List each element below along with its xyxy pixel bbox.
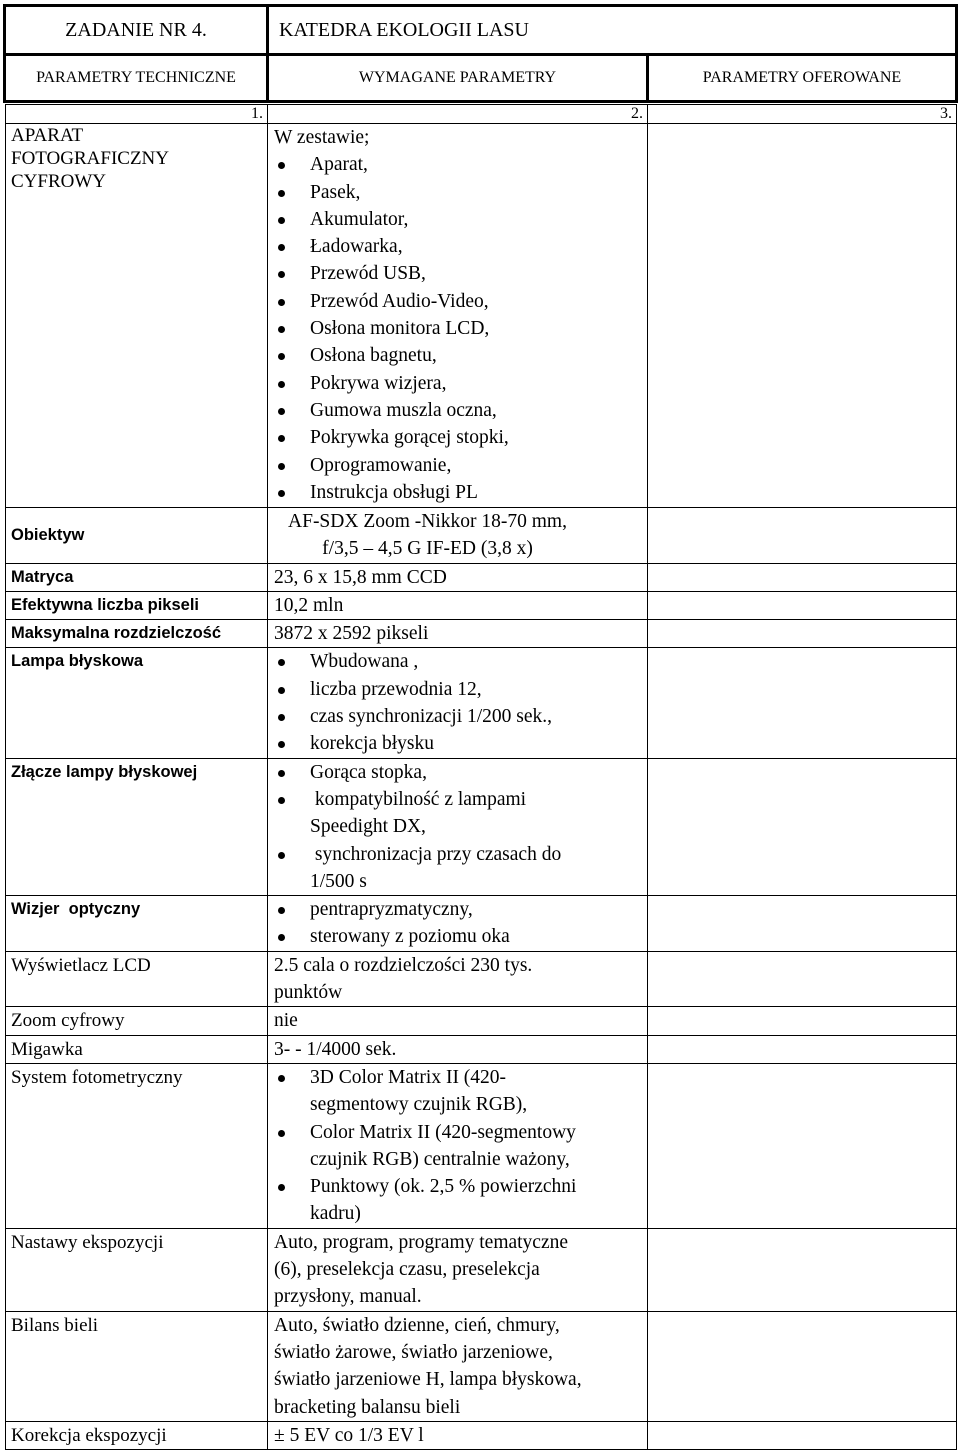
value-line: światło żarowe, światło jarzeniowe, <box>274 1341 553 1363</box>
list-item: Osłona bagnetu, <box>274 342 647 369</box>
table-row-lampa <box>6 648 957 758</box>
row-value: 3- - 1/4000 sek. <box>268 1035 648 1063</box>
value-line: AF-SDX Zoom -Nikkor 18-70 mm, <box>288 511 567 532</box>
row-value <box>268 1063 648 1228</box>
row-label: Lampa błyskowa <box>6 648 268 758</box>
list-item: Przewód USB, <box>274 260 647 287</box>
set-list <box>274 151 647 506</box>
task-number-text: ZADANIE NR 4. <box>65 18 207 41</box>
value-line: bracketing balansu bieli <box>274 1396 461 1418</box>
table-row-lcd <box>6 951 957 1007</box>
row-label: Wyświetlacz LCD <box>6 951 268 1007</box>
row-label: Nastawy ekspozycji <box>6 1228 268 1311</box>
row-label: Migawka <box>6 1035 268 1063</box>
offered-cell <box>648 1007 957 1035</box>
value-line: światło jarzeniowe H, lampa błyskowa, <box>274 1369 582 1391</box>
offered-cell <box>648 1063 957 1228</box>
value-line: punktów <box>274 982 343 1004</box>
device-label-line: APARAT <box>11 125 84 146</box>
list-item: Pokrywka gorącej stopki, <box>274 424 647 451</box>
table-row-wizjer <box>6 896 957 952</box>
value-line: 2.5 cala o rozdzielczości 230 tys. <box>274 954 533 976</box>
value-continuation: Speedight DX, <box>310 816 426 838</box>
offered-cell <box>648 758 957 895</box>
list-item: Gorąca stopka, <box>274 759 647 786</box>
row-value <box>268 508 648 564</box>
row-value <box>268 951 648 1007</box>
offered-cell <box>648 591 957 619</box>
row-value <box>268 1228 648 1311</box>
list-item: kompatybilność z lampami <box>274 786 647 813</box>
table-row-korekcja <box>6 1421 957 1449</box>
device-label-line: CYFROWY <box>11 171 107 192</box>
list-item: Wbudowana , <box>274 648 647 675</box>
value-continuation: 1/500 s <box>310 870 367 892</box>
row-value: 10,2 mln <box>268 591 648 619</box>
list-item: Color Matrix II (420-segmentowy <box>274 1119 647 1146</box>
offered-cell <box>648 1311 957 1421</box>
table-row-piksele <box>6 591 957 619</box>
row-label: Złącze lampy błyskowej <box>6 758 268 895</box>
device-set-value <box>268 124 648 508</box>
col-number-3: 3. <box>648 105 957 124</box>
row-label: Matryca <box>6 563 268 591</box>
device-label <box>6 124 268 508</box>
list-item: sterowany z poziomu oka <box>274 923 647 950</box>
col-number-2: 2. <box>268 105 648 124</box>
row-label: Efektywna liczba pikseli <box>6 591 268 619</box>
row-label: Korekcja ekspozycji <box>6 1421 268 1449</box>
offered-cell <box>648 1421 957 1449</box>
list-item: 3D Color Matrix II (420- <box>274 1064 647 1091</box>
row-value <box>268 648 648 758</box>
table-row-nastawy <box>6 1228 957 1311</box>
list-item: Pokrywa wizjera, <box>274 370 647 397</box>
col-header-technical-text: PARAMETRY TECHNICZNE <box>36 69 236 86</box>
value-continuation: czujnik RGB) centralnie ważony, <box>310 1148 570 1170</box>
table-row-bilans <box>6 1311 957 1421</box>
table-row-migawka <box>6 1035 957 1063</box>
row-value <box>268 1311 648 1421</box>
col-header-offered <box>646 53 958 103</box>
list-item: Instrukcja obsługi PL <box>274 479 647 506</box>
col-header-offered-text: PARAMETRY OFEROWANE <box>702 69 902 86</box>
table-row-device <box>6 124 957 508</box>
set-title: W zestawie; <box>274 127 370 148</box>
row-label: Zoom cyfrowy <box>6 1007 268 1035</box>
column-number-row <box>6 105 957 124</box>
offered-cell <box>648 124 957 508</box>
col-header-technical <box>3 53 269 103</box>
table-row-zlacze <box>6 758 957 895</box>
row-value: 3872 x 2592 pikseli <box>268 620 648 648</box>
row-value <box>268 896 648 952</box>
value-line: Auto, światło dzienne, cień, chmury, <box>274 1314 560 1336</box>
list-item: czas synchronizacji 1/200 sek., <box>274 703 647 730</box>
offered-cell <box>648 951 957 1007</box>
list-item: Gumowa muszla oczna, <box>274 397 647 424</box>
value-line: Auto, program, programy tematyczne <box>274 1231 569 1253</box>
department-title-text: KATEDRA EKOLOGII LASU <box>279 18 529 41</box>
offered-cell <box>648 563 957 591</box>
row-value: 23, 6 x 15,8 mm CCD <box>268 563 648 591</box>
task-number <box>3 4 269 56</box>
row-value: ± 5 EV co 1/3 EV l <box>268 1421 648 1449</box>
row-label: Maksymalna rozdzielczość <box>6 620 268 648</box>
list-item: Przewód Audio-Video, <box>274 288 647 315</box>
spec-table <box>5 104 957 1450</box>
offered-cell <box>648 620 957 648</box>
offered-cell <box>648 508 957 564</box>
list-item: korekcja błysku <box>274 730 647 757</box>
col-header-required <box>266 53 649 103</box>
list-item: Punktowy (ok. 2,5 % powierzchni <box>274 1173 647 1200</box>
offered-cell <box>648 648 957 758</box>
row-label: Wizjer optyczny <box>6 896 268 952</box>
col-number-1: 1. <box>6 105 268 124</box>
offered-cell <box>648 1228 957 1311</box>
value-continuation: segmentowy czujnik RGB), <box>310 1094 528 1116</box>
list-item: Ładowarka, <box>274 233 647 260</box>
table-row-fotometria <box>6 1063 957 1228</box>
row-value: nie <box>268 1007 648 1035</box>
device-label-line: FOTOGRAFICZNY <box>11 148 170 169</box>
offered-cell <box>648 896 957 952</box>
value-continuation: kadru) <box>310 1203 361 1225</box>
row-label: Obiektyw <box>6 508 268 564</box>
table-row-matryca <box>6 563 957 591</box>
list-item: Osłona monitora LCD, <box>274 315 647 342</box>
table-row-zoom <box>6 1007 957 1035</box>
value-line: przysłony, manual. <box>274 1286 422 1308</box>
list-item: Oprogramowanie, <box>274 452 647 479</box>
row-label: Bilans bieli <box>6 1311 268 1421</box>
list-item: Pasek, <box>274 179 647 206</box>
table-row-obiektyw <box>6 508 957 564</box>
value-line: f/3,5 – 4,5 G IF-ED (3,8 x) <box>322 538 533 560</box>
col-header-required-text: WYMAGANE PARAMETRY <box>358 69 557 86</box>
department-title <box>266 4 958 56</box>
list-item: pentrapryzmatyczny, <box>274 896 647 923</box>
row-value <box>268 758 648 895</box>
list-item: Aparat, <box>274 151 647 178</box>
table-row-rozdzielczosc <box>6 620 957 648</box>
row-label: System fotometryczny <box>6 1063 268 1228</box>
list-item: liczba przewodnia 12, <box>274 676 647 703</box>
list-item: synchronizacja przy czasach do <box>274 841 647 868</box>
offered-cell <box>648 1035 957 1063</box>
value-line: (6), preselekcja czasu, preselekcja <box>274 1259 540 1281</box>
list-item: Akumulator, <box>274 206 647 233</box>
